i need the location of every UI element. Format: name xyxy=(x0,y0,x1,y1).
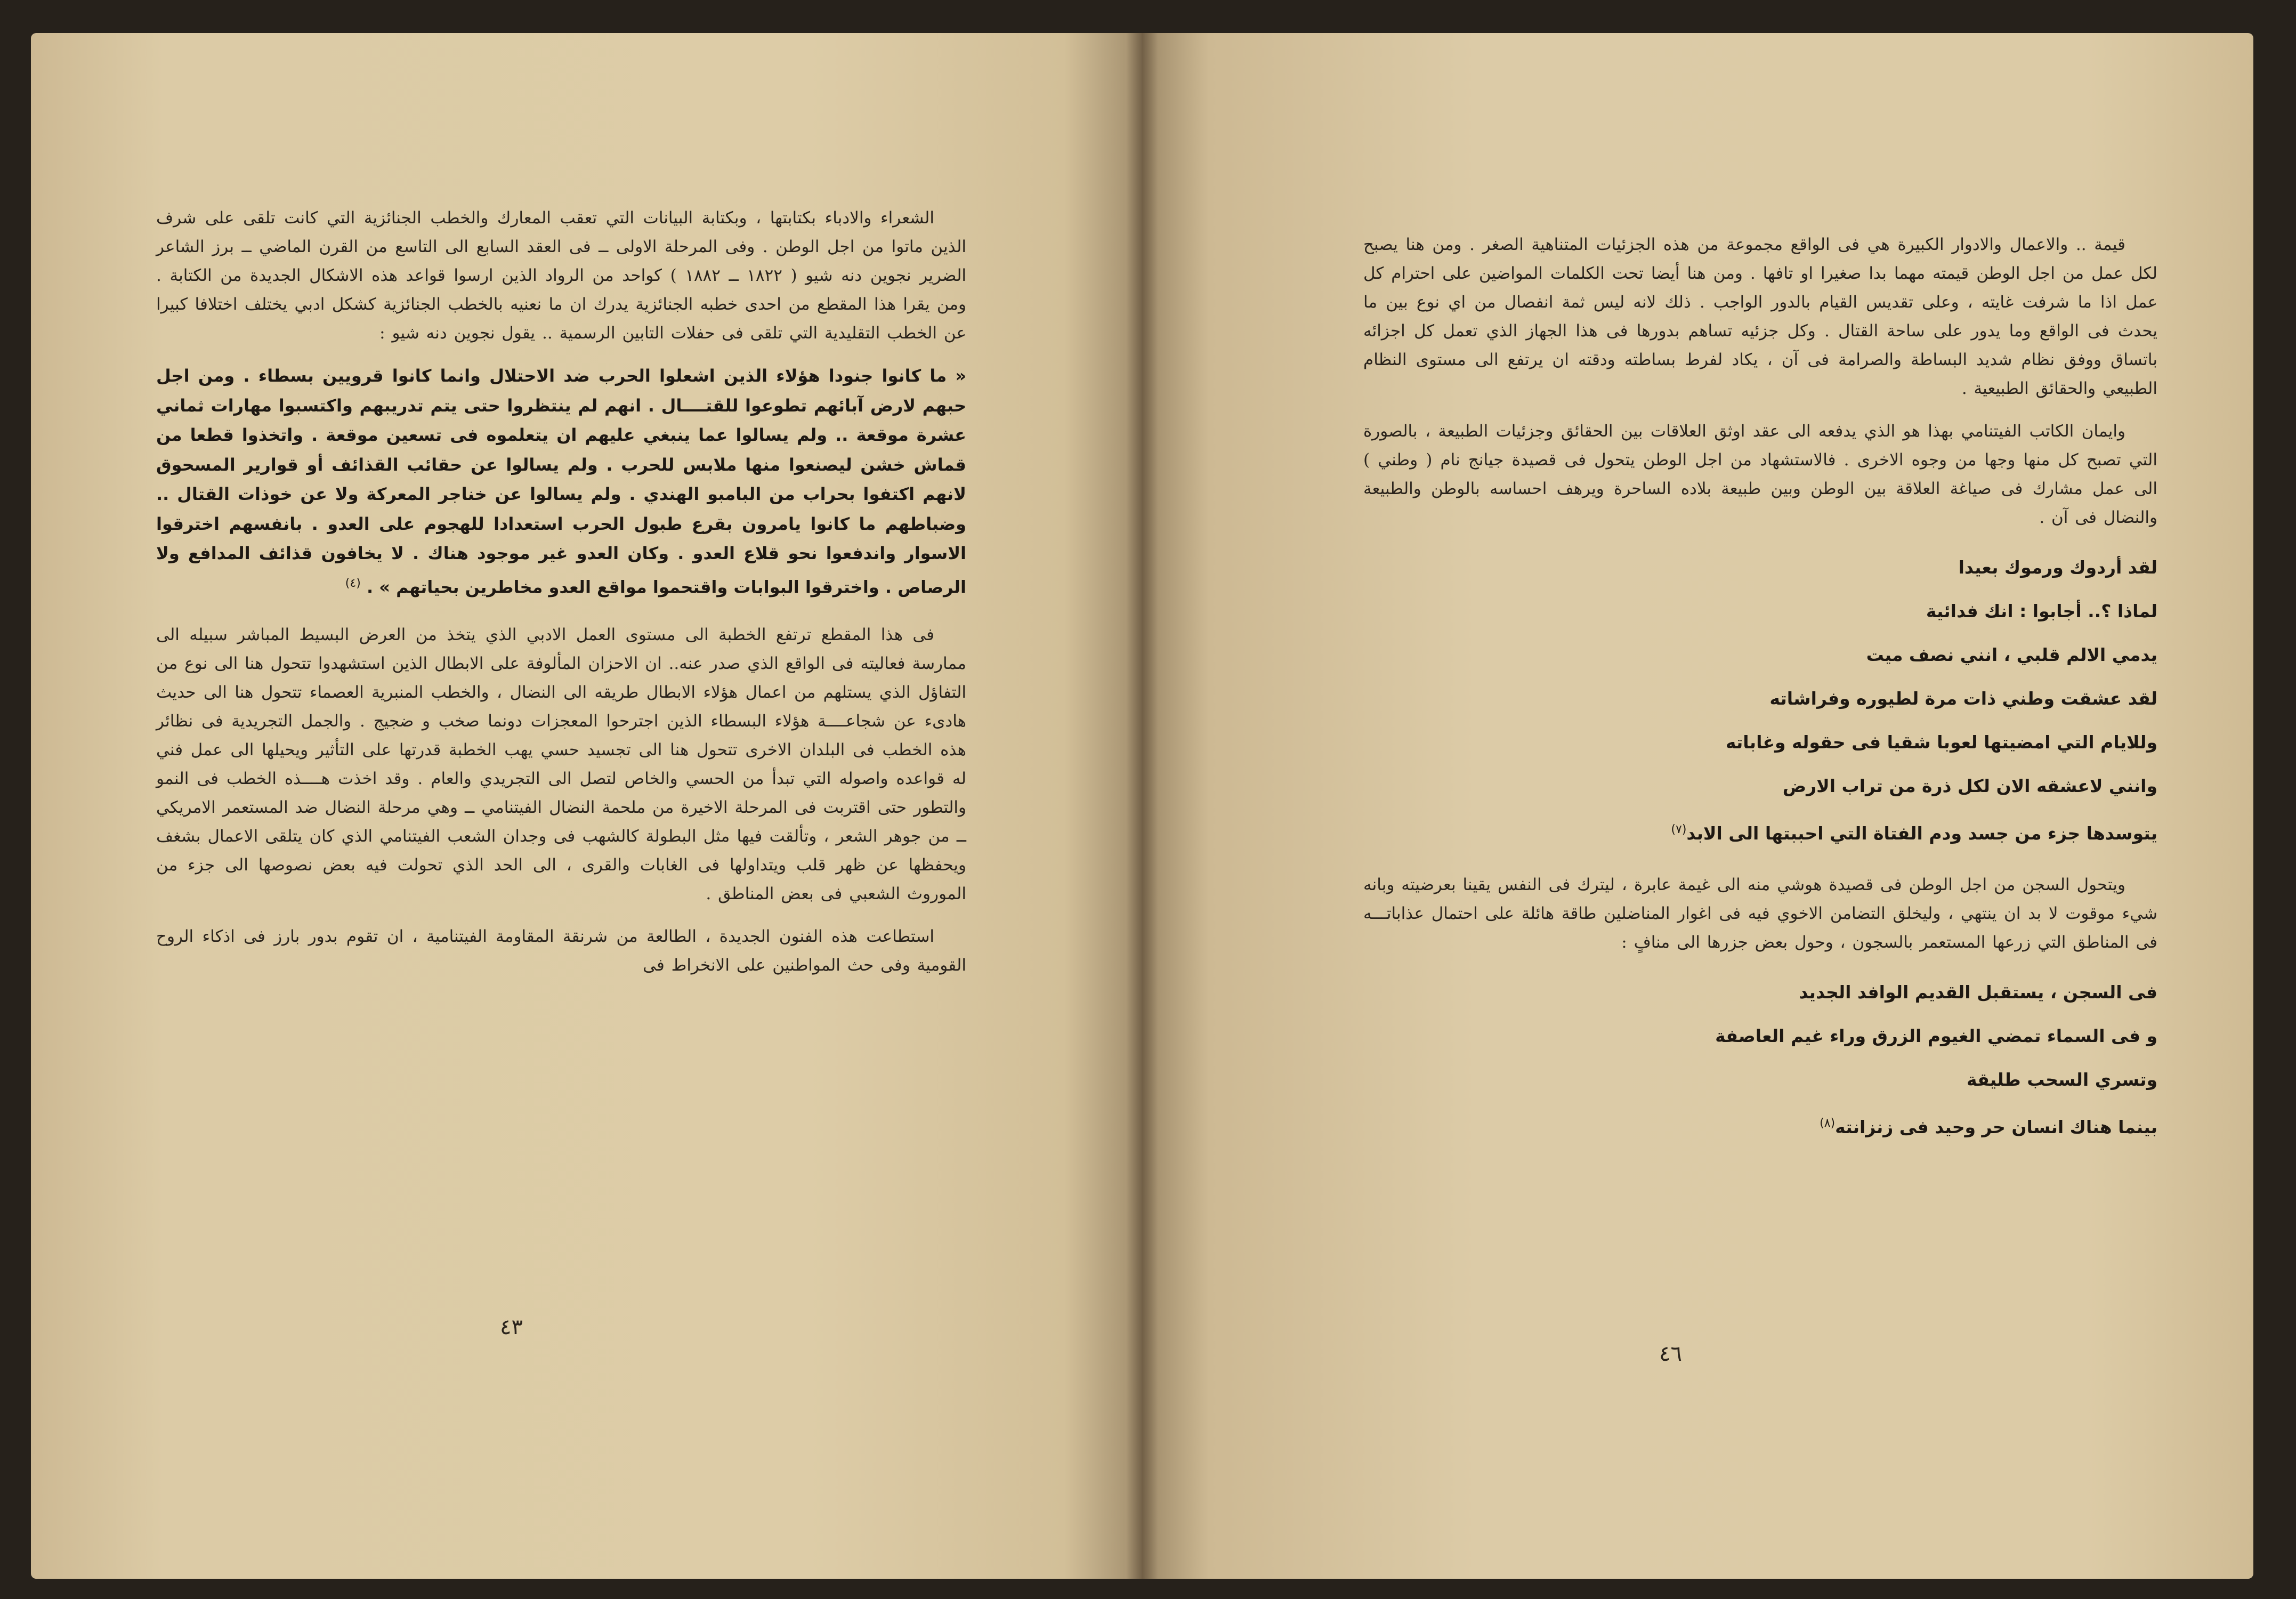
quote-text: « ما كانوا جنودا هؤلاء الذين اشعلوا الحرب ضد الاحتلال وانما كانوا قرويين بسطاء . ومن اجل حبهم لارض آبائهم تطوعوا للقتــــال . انهم لم ينتظروا حتى يتم تدريبهم واكتسبوا مهارات ثماني عشرة موقعة .. ولم يسالوا عما ينبغي عليهم ان يتعلموه فى تسعين موقعة . واتخذوا قطعا من قماش خشن ليصنعوا منها ملابس للحرب . ولم يسالوا عن حقائب القذائف أو قوارير المسحوق لانهم اكتفوا بحراب من البامبو الهندي . ولم يسالوا عن خناجر المعركة ولا عن خوذات القتال .. وضباطهم ما كانوا يامرون بقرع طبول الحرب استعدادا للهجوم على العدو . بانفسهم اخترقوا الاسوار واندفعوا نحو قلاع العدو . وكان العدو غير موجود هناك . لا يخافون قذائف المدافع ولا الرصاص . واخترقوا البوابات واقتحموا مواقع العدو مخاطرين بحياتهم » . xyxy=(156,366,966,597)
poem-line: و فى السماء تمضي الغيوم الزرق وراء غيم العاصفة xyxy=(1715,1025,2157,1046)
left-quote-block xyxy=(156,361,966,602)
open-book-spread xyxy=(31,33,2253,1579)
poem-jiang-nam xyxy=(1363,546,2157,855)
right-paragraph-2: وايمان الكاتب الفيتنامي بهذا هو الذي يدفعه الى عقد اوثق العلاقات بين الحقائق وجزئيات الطبيعة ، بالصورة التي تصبح كل منها وجها من وجوه الاخرى . فالاستشهاد من اجل الوطن يتحول فى قصيدة جيانج نام ( وطني ) الى عمل مشارك فى صياغة العلاقة بين الوطن وبين طبيعة بلاده الساحرة ويرهف احساسه بالوطن والطبيعة والنضال فى آن . xyxy=(1363,422,2157,527)
left-paragraph-2: فى هذا المقطع ترتفع الخطبة الى مستوى العمل الادبي الذي يتخذ من العرض البسيط المباشر سبيله الى ممارسة فعاليته فى الواقع الذي صدر عنه.. ان الاحزان المألوفة على الابطال الذين استشهدوا تتحول هنا الى نوع من التفاؤل الذي يستلهم من اعمال هؤلاء الابطال طريقه الى النضال ، والخطب المنبرية العصماء تتحول هنا الى حديث هادىء عن شجاعــــة هؤلاء البسطاء الذين اجترحوا المعجزات دونما صخب و ضجيج . والجمل التجريدية فى نظائر هذه الخطب فى البلدان الاخرى تتحول هنا الى تجسيد حسي يهب الخطبة قدرتها على التأثير ويحيلها الى عمل فني له قواعده واصوله التي تبدأ من الحسي والخاص لتصل الى التجريدي والعام . وقد اخذت هــــذه الخطب فى النمو والتطور حتى اقتربت فى المرحلة الاخيرة من ملحمة النضال الفيتنامي ــ وهي مرحلة النضال ضد المستعمر الامريكي ــ من جوهر الشعر ، وتألقت فيها مثل البطولة كالشهب فى وجدان الشعب الفيتنامي الذي كان يتلقى الاعمال بشغف ويحفظها عن ظهر قلب ويتداولها فى الغابات والقرى ، الى الحد الذي تحولت فيه بعض نصوصها الى جزء من الموروث الشعبي فى بعض المناطق . xyxy=(156,625,966,903)
poem-line: وانني لاعشقه الان لكل ذرة من تراب الارض xyxy=(1782,776,2157,796)
right-paragraph-1: قيمة .. والاعمال والادوار الكبيرة هي فى الواقع مجموعة من هذه الجزئيات المتناهية الصغر . ومن هنا يصبح لكل عمل من اجل الوطن قيمته مهما بدا صغيرا او تافها . ومن هنا أيضا تحت الكلمات المواضين على احترام كل عمل اذا ما شرفت غايته ، وعلى تقديس القيام بالدور الواجب . ذلك لانه ليس ثمة انفصال من اي نوع بين ما يحدث فى الواقع وما يدور على ساحة القتال . وكل جزئيه تساهم بدورها فى هذا الجهاز الذي تعمل كل اجزائه باتساق ووفق نظام شديد البساطة والصرامة فى آن ، يكاد لفرط بساطته ودقته ان يرتفع الى مستوى النظام الطبيعي والحقائق الطبيعية . xyxy=(1363,235,2157,398)
book-gutter xyxy=(1126,33,1158,1579)
poem-line: لماذا ؟.. أجابوا : انك فدائية xyxy=(1926,601,2157,621)
poem-line-text: يتوسدها جزء من جسد ودم الفتاة التي احببتها الى الابد xyxy=(1686,823,2157,844)
poem-line xyxy=(1363,808,2157,855)
quote-footnote-ref: (٤) xyxy=(345,576,361,590)
poem-line: لقد عشقت وطني ذات مرة لطيوره وفراشاته xyxy=(1769,688,2157,709)
left-text-column xyxy=(156,204,966,994)
left-page xyxy=(31,33,1142,1579)
left-paragraph-1: الشعراء والادباء بكتابتها ، وبكتابة البيانات التي تعقب المعارك والخطب الجنائزية التي كانت تلقى على شرف الذين ماتوا من اجل الوطن . وفى المرحلة الاولى ــ فى العقد السابع الى التاسع من القرن الماضي ــ برز الشاعر الضرير نجوين دنه شيو ( ١٨٢٢ ــ ١٨٨٢ ) كواحد من الرواد الذين ارسوا قواعد هذه الاشكال الجديدة من الكتابة . ومن يقرا هذا المقطع من احدى خطبه الجنائزية يدرك ان ما نعنيه بالخطب الجنائزية كشكل ادبي يختلف اختلافا كبيرا عن الخطب التقليدية التي تلقى فى حفلات التابين الرسمية .. يقول نجوين دنه شيو : xyxy=(156,208,966,343)
right-text-column xyxy=(1363,230,2157,1164)
left-page-number: ٤٣ xyxy=(500,1315,523,1339)
poem-line xyxy=(1363,1102,2157,1149)
right-paragraph-3: ويتحول السجن من اجل الوطن فى قصيدة هوشي منه الى غيمة عابرة ، ليترك فى النفس يقينا بعرضيته وبانه شيء موقوت لا بد ان ينتهي ، وليخلق التضامن الاخوي فيه فى اغوار المناضلين طاقة هائلة على احتمال عذاباتـــه فى المناطق التي زرعها المستعمر بالسجون ، وحول بعض جزرها الى منافٍ : xyxy=(1363,875,2157,952)
poem-line: فى السجن ، يستقبل القديم الوافد الجديد xyxy=(1799,982,2157,1003)
poem-line-text: بينما هناك انسان حر وحيد فى زنزانته xyxy=(1835,1117,2157,1137)
right-page xyxy=(1142,33,2253,1579)
poem-line: يدمي الالم قلبي ، انني نصف ميت xyxy=(1866,644,2157,665)
left-paragraph-3: استطاعت هذه الفنون الجديدة ، الطالعة من شرنقة المقاومة الفيتنامية ، ان تقوم بدور بارز فى اذكاء الروح القومية وفى حث المواطنين على الانخراط فى xyxy=(156,926,966,975)
poem-ho-chi-minh xyxy=(1363,971,2157,1149)
poem-line: وتسري السحب طليقة xyxy=(1966,1069,2157,1090)
poem-line: وللايام التي امضيتها لعوبا شقيا فى حقوله وغاباته xyxy=(1725,732,2157,753)
poem-footnote-ref: (٨) xyxy=(1820,1117,1836,1130)
poem-footnote-ref: (٧) xyxy=(1671,823,1687,836)
right-page-number: ٤٦ xyxy=(1659,1342,1682,1366)
poem-line: لقد أردوك ورموك بعيدا xyxy=(1958,557,2157,578)
